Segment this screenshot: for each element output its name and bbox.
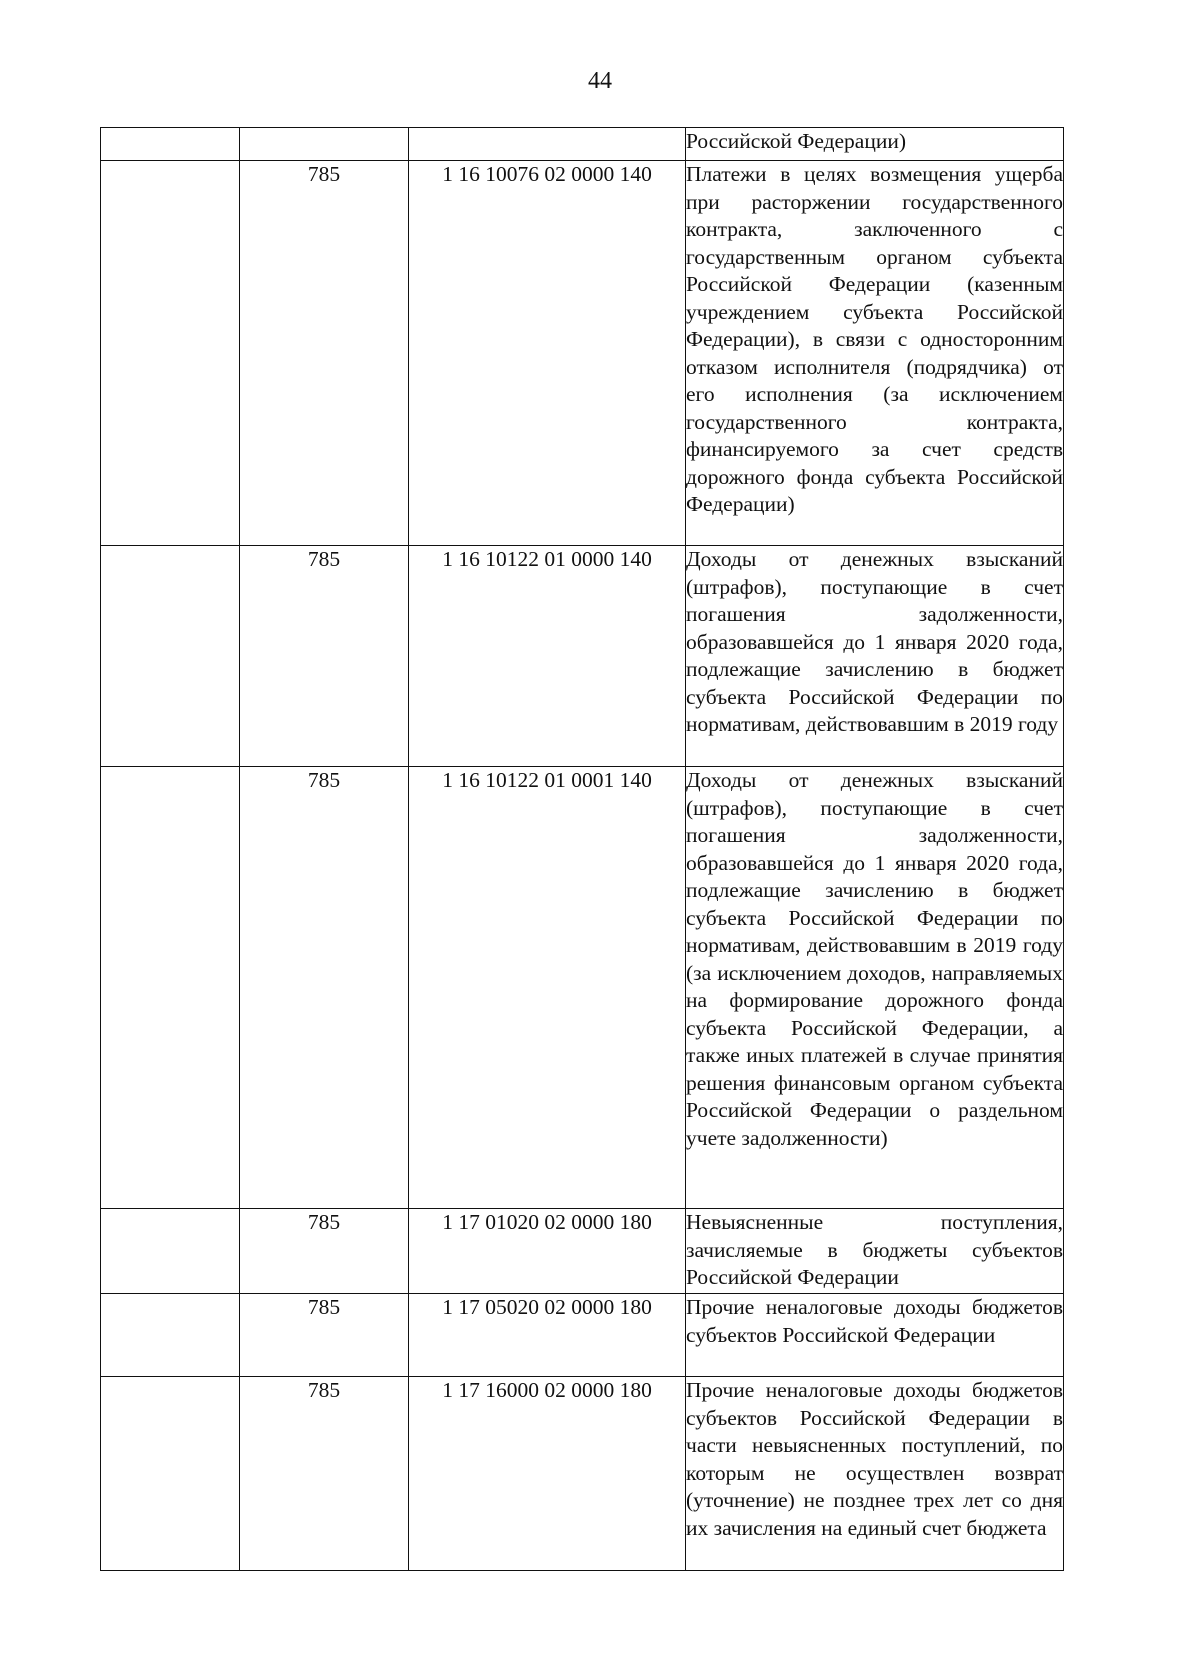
page-number: 44 [588, 68, 612, 94]
budget-code-cell: 1 16 10076 02 0000 140 [409, 161, 686, 546]
description-text: Прочие неналоговые доходы бюджетов субъектов Российской Федерации в части невыясненных поступлений, по которым не осуществлен возврат (уточнение) не позднее трех лет со дня их зачисления на единый счет бюджета [686, 1378, 1063, 1540]
description-text: Платежи в целях возмещения ущерба при расторжении государственного контракта, заключенного с государственным органом субъекта Российской Федерации (казенным учреждением субъекта Российской Федерации), в связи с односторонним отказом исполнителя (подрядчика) от его исполнения (за исключением государственного контракта, финансируемого за счет средств дорожного фонда субъекта Российской Федерации) [686, 162, 1063, 516]
admin-code-cell: 785 [240, 161, 409, 546]
budget-code-cell: 1 17 05020 02 0000 180 [409, 1294, 686, 1377]
description-cell [686, 1209, 1064, 1294]
empty-cell [101, 1294, 240, 1377]
description-cell [686, 546, 1064, 767]
empty-cell [101, 546, 240, 767]
description-cell [686, 128, 1064, 161]
table-row [101, 128, 1064, 161]
empty-cell [101, 1377, 240, 1571]
description-cell [686, 767, 1064, 1209]
description-text: Доходы от денежных взысканий (штрафов), поступающие в счет погашения задолженности, образовавшейся до 1 января 2020 года, подлежащие зачислению в бюджет субъекта Российской Федерации по нормативам, действовавшим в 2019 году (за исключением доходов, направляемых на формирование дорожного фонда субъекта Российской Федерации, а также иных платежей в случае принятия решения финансовым органом субъекта Российской Федерации о раздельном учете задолженности) [686, 768, 1063, 1150]
empty-cell [101, 1209, 240, 1294]
description-text: Доходы от денежных взысканий (штрафов), поступающие в счет погашения задолженности, образовавшейся до 1 января 2020 года, подлежащие зачислению в бюджет субъекта Российской Федерации по нормативам, действовавшим в 2019 году [686, 547, 1063, 736]
description-text: Российской Федерации) [686, 129, 907, 153]
admin-code-cell: 785 [240, 767, 409, 1209]
budget-code-cell: 1 17 01020 02 0000 180 [409, 1209, 686, 1294]
budget-code-cell: 1 16 10122 01 0001 140 [409, 767, 686, 1209]
budget-code-cell [409, 128, 686, 161]
budget-code-cell: 1 16 10122 01 0000 140 [409, 546, 686, 767]
table-row [101, 1377, 1064, 1571]
description-cell [686, 161, 1064, 546]
description-text: Невыясненные поступления, зачисляемые в бюджеты субъектов Российской Федерации [686, 1210, 1063, 1289]
table-row [101, 161, 1064, 546]
admin-code-cell: 785 [240, 1209, 409, 1294]
admin-code-cell [240, 128, 409, 161]
empty-cell [101, 161, 240, 546]
budget-classification-table [100, 127, 1064, 1571]
budget-code-cell: 1 17 16000 02 0000 180 [409, 1377, 686, 1571]
table-row [101, 1209, 1064, 1294]
empty-cell [101, 128, 240, 161]
description-cell [686, 1294, 1064, 1377]
table-row [101, 767, 1064, 1209]
admin-code-cell: 785 [240, 1377, 409, 1571]
description-cell [686, 1377, 1064, 1571]
admin-code-cell: 785 [240, 546, 409, 767]
admin-code-cell: 785 [240, 1294, 409, 1377]
table-row [101, 546, 1064, 767]
description-text: Прочие неналоговые доходы бюджетов субъектов Российской Федерации [686, 1295, 1063, 1347]
table-row [101, 1294, 1064, 1377]
empty-cell [101, 767, 240, 1209]
